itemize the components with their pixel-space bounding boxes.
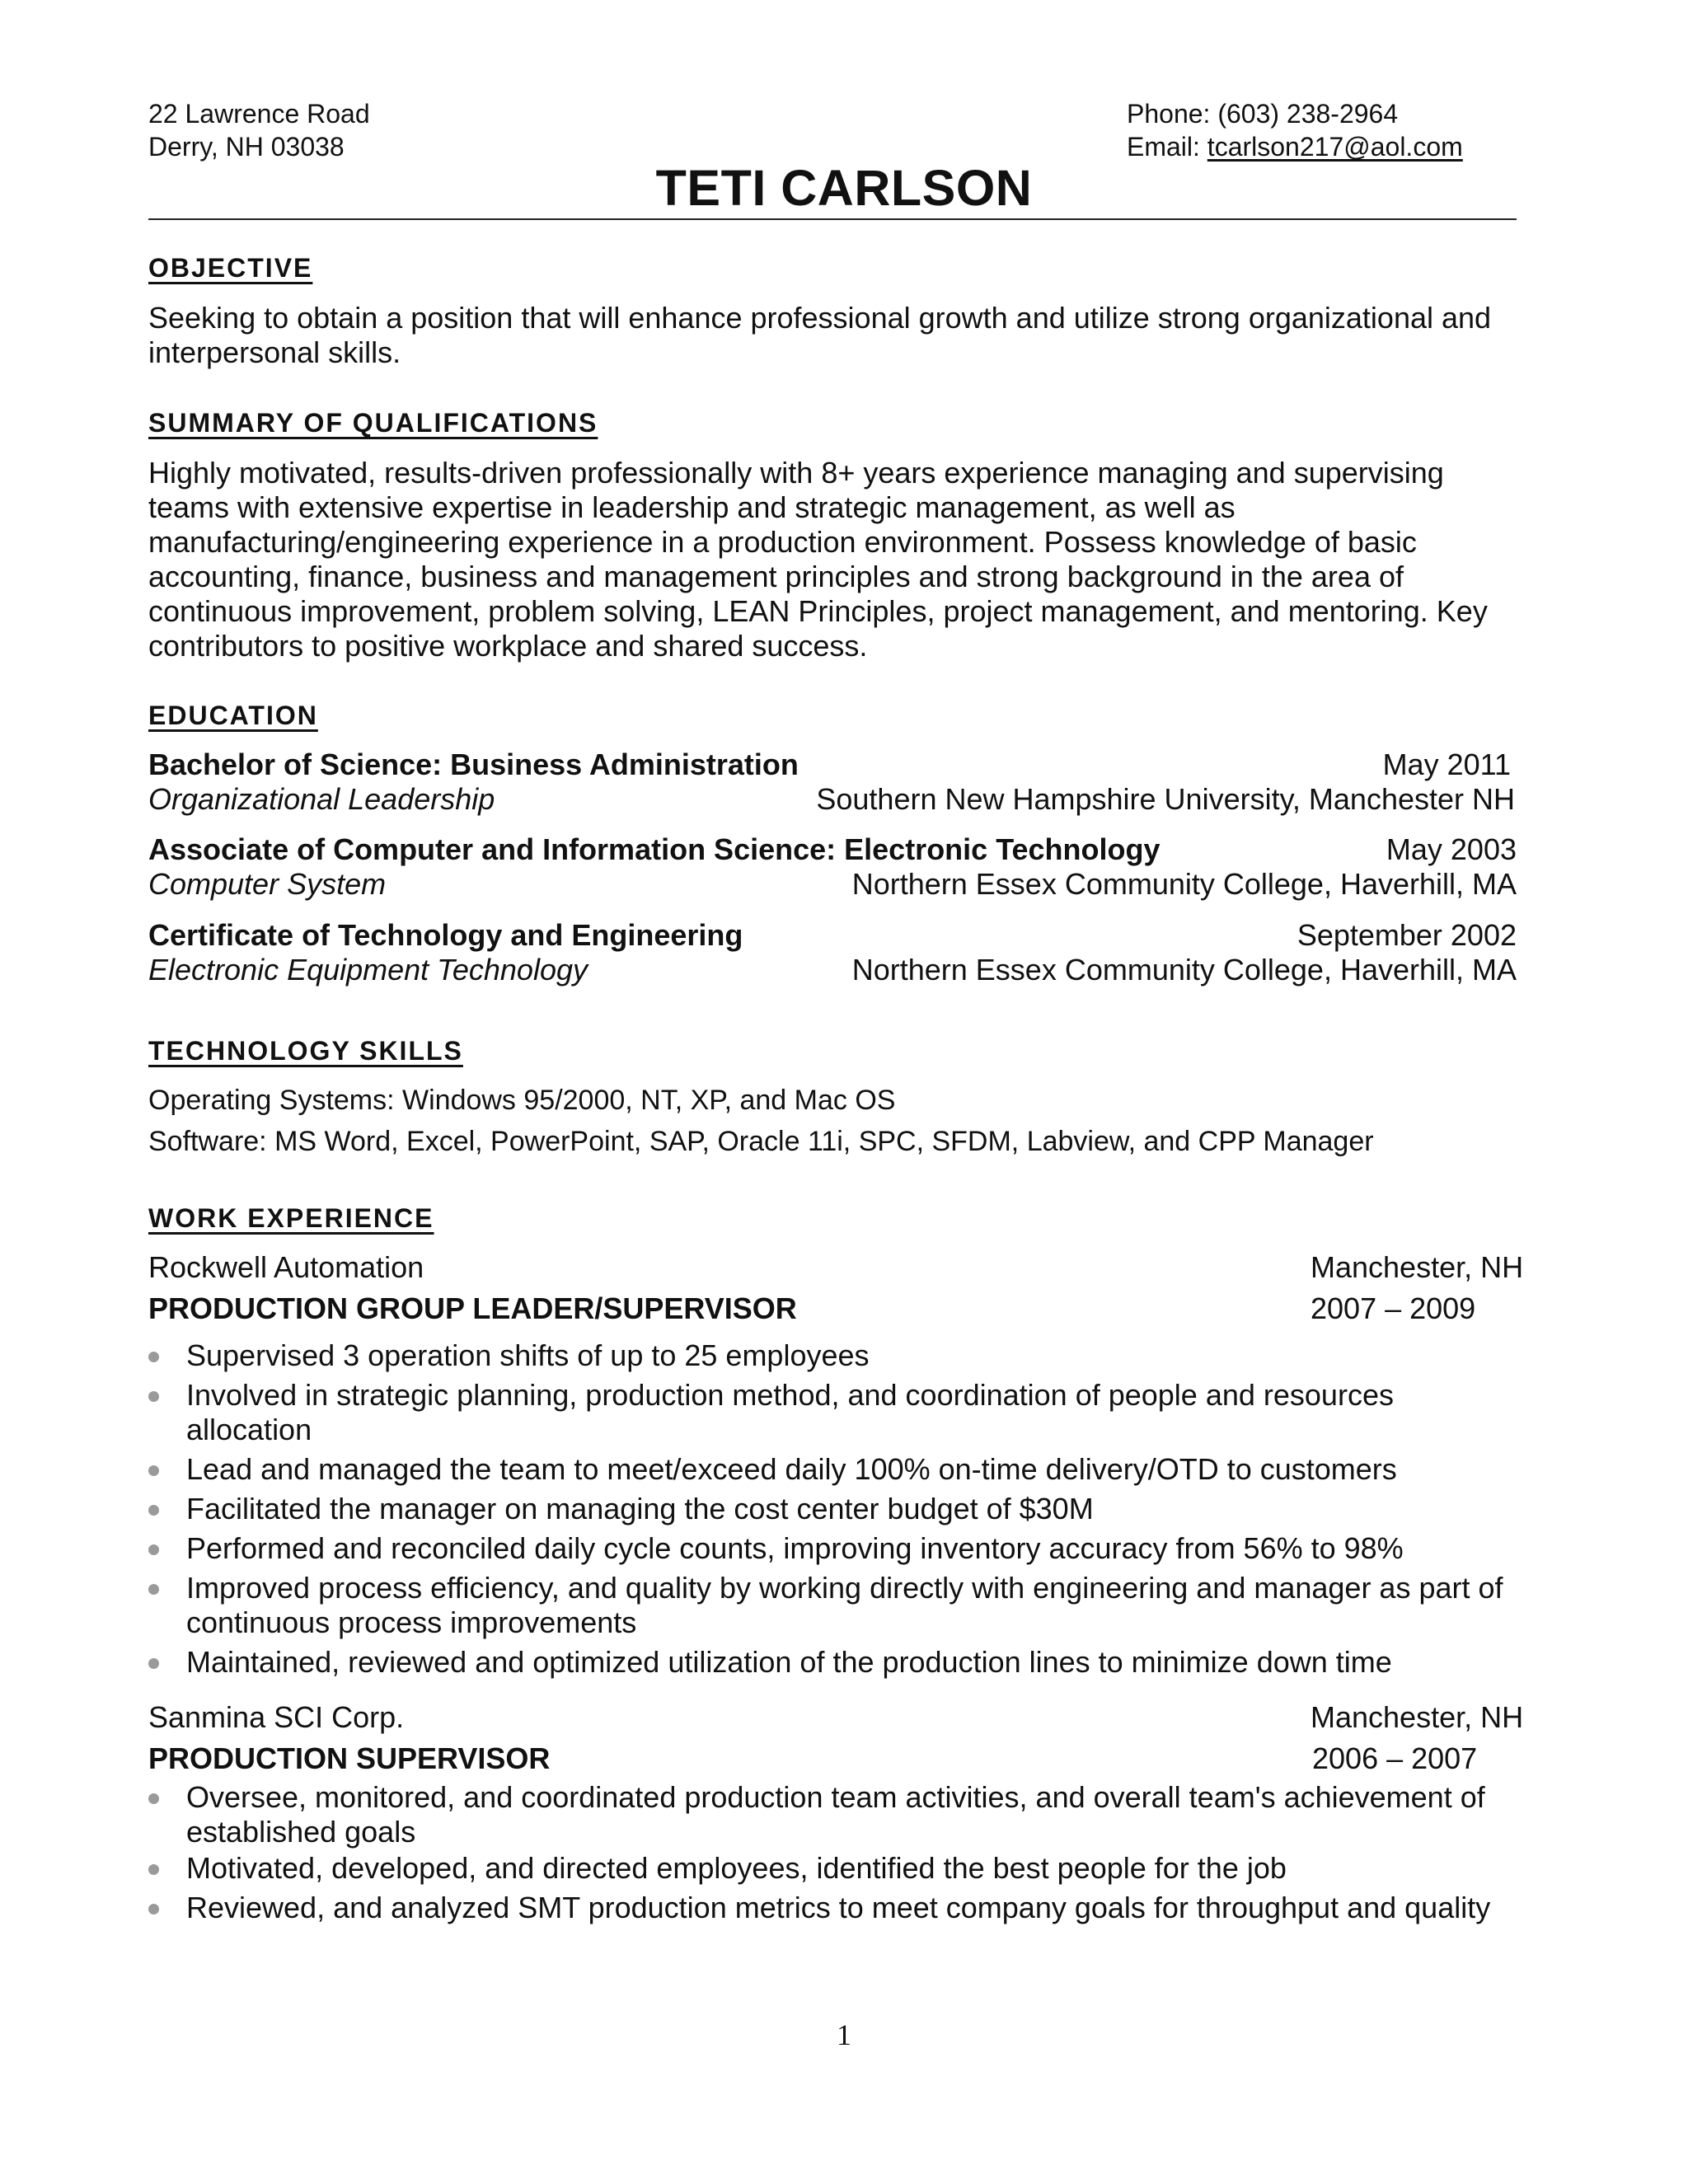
list-item: Involved in strategic planning, production method, and coordination of people and resources allocation — [148, 1378, 1550, 1447]
education-date: May 2003 — [1386, 832, 1517, 866]
job-location: Manchester, NH — [1311, 1700, 1524, 1734]
email-link[interactable]: tcarlson217@aol.com — [1207, 132, 1463, 162]
summary-line: contributors to positive workplace and shared success. — [148, 629, 868, 663]
list-item: Facilitated the manager on managing the cost center budget of $30M — [148, 1492, 1550, 1526]
summary-line: teams with extensive expertise in leadership and strategic management, as well as — [148, 490, 1236, 524]
objective-line: interpersonal skills. — [148, 335, 401, 369]
summary-text — [148, 456, 1533, 663]
skills-software: Software: MS Word, Excel, PowerPoint, SAP, Oracle 11i, SPC, SFDM, Labview, and CPP Manager — [148, 1126, 1374, 1157]
bullet-icon — [148, 1352, 159, 1362]
candidate-name: TETI CARLSON — [655, 160, 1033, 216]
education-field: Organizational Leadership — [148, 782, 495, 816]
job-years: 2007 – 2009 — [1311, 1291, 1476, 1325]
bullet-icon — [148, 1544, 159, 1555]
list-item: Motivated, developed, and directed employees, identified the best people for the job — [148, 1851, 1550, 1886]
skills-os: Operating Systems: Windows 95/2000, NT, XP, and Mac OS — [148, 1085, 896, 1116]
skills-heading: TECHNOLOGY SKILLS — [148, 1036, 463, 1066]
job-location: Manchester, NH — [1311, 1250, 1524, 1284]
bullet-icon — [148, 1793, 159, 1804]
job-position: PRODUCTION SUPERVISOR — [148, 1741, 551, 1775]
address-line-1: 22 Lawrence Road — [148, 99, 370, 129]
list-item: Maintained, reviewed and optimized utilization of the production lines to minimize down time — [148, 1645, 1550, 1680]
education-school: Northern Essex Community College, Haverhill, MA — [851, 867, 1517, 901]
email-label: Email: — [1127, 132, 1207, 162]
education-field: Electronic Equipment Technology — [148, 953, 588, 987]
education-school: Northern Essex Community College, Haverhill, MA — [851, 953, 1517, 987]
list-item: Lead and managed the team to meet/exceed daily 100% on-time delivery/OTD to customers — [148, 1452, 1550, 1487]
education-date: May 2011 — [1382, 748, 1511, 781]
bullet-icon — [148, 1465, 159, 1476]
summary-line: continuous improvement, problem solving, LEAN Principles, project management, and mentoring. Key — [148, 594, 1488, 628]
header-divider — [148, 218, 1517, 220]
summary-heading: SUMMARY OF QUALIFICATIONS — [148, 408, 598, 438]
summary-line: manufacturing/engineering experience in a production environment. Possess knowledge of basic — [148, 525, 1417, 559]
job-bullets — [148, 1780, 1550, 1925]
job-position: PRODUCTION GROUP LEADER/SUPERVISOR — [148, 1291, 797, 1325]
bullet-icon — [148, 1904, 159, 1915]
list-item: Reviewed, and analyzed SMT production metrics to meet company goals for throughput and quality — [148, 1891, 1550, 1925]
education-degree: Associate of Computer and Information Science: Electronic Technology — [148, 832, 1160, 866]
list-item: Improved process efficiency, and quality by working directly with engineering and manager as part of continuous process improvements — [148, 1571, 1550, 1640]
bullet-icon — [148, 1505, 159, 1516]
list-item: Supervised 3 operation shifts of up to 25 employees — [148, 1338, 1550, 1373]
bullet-icon — [148, 1391, 159, 1402]
bullet-icon — [148, 1864, 159, 1875]
education-degree: Certificate of Technology and Engineering — [148, 918, 743, 952]
page-number: 1 — [837, 2018, 851, 2051]
education-degree: Bachelor of Science: Business Administration — [148, 748, 799, 781]
job-bullets — [148, 1338, 1550, 1680]
education-date: September 2002 — [1296, 918, 1517, 952]
work-heading: WORK EXPERIENCE — [148, 1203, 434, 1233]
objective-heading: OBJECTIVE — [148, 253, 313, 283]
bullet-icon — [148, 1584, 159, 1595]
list-item: Oversee, monitored, and coordinated production team activities, and overall team's achievement of established goals — [148, 1780, 1550, 1849]
bullet-icon — [148, 1658, 159, 1669]
objective-line: Seeking to obtain a position that will enhance professional growth and utilize strong organizational and — [148, 301, 1492, 335]
list-item: Performed and reconciled daily cycle counts, improving inventory accuracy from 56% to 98% — [148, 1531, 1550, 1566]
phone: Phone: (603) 238-2964 — [1127, 99, 1399, 129]
job-company: Rockwell Automation — [148, 1250, 424, 1284]
job-years: 2006 – 2007 — [1312, 1741, 1478, 1775]
education-school: Southern New Hampshire University, Manchester NH — [816, 782, 1515, 816]
address-line-2: Derry, NH 03038 — [148, 132, 345, 162]
job-company: Sanmina SCI Corp. — [148, 1700, 405, 1734]
summary-line: Highly motivated, results-driven professionally with 8+ years experience managing and supervising — [148, 456, 1444, 490]
summary-line: accounting, finance, business and management principles and strong background in the area of — [148, 560, 1404, 593]
education-heading: EDUCATION — [148, 701, 318, 730]
education-field: Computer System — [148, 867, 387, 901]
objective-text — [148, 301, 1533, 370]
